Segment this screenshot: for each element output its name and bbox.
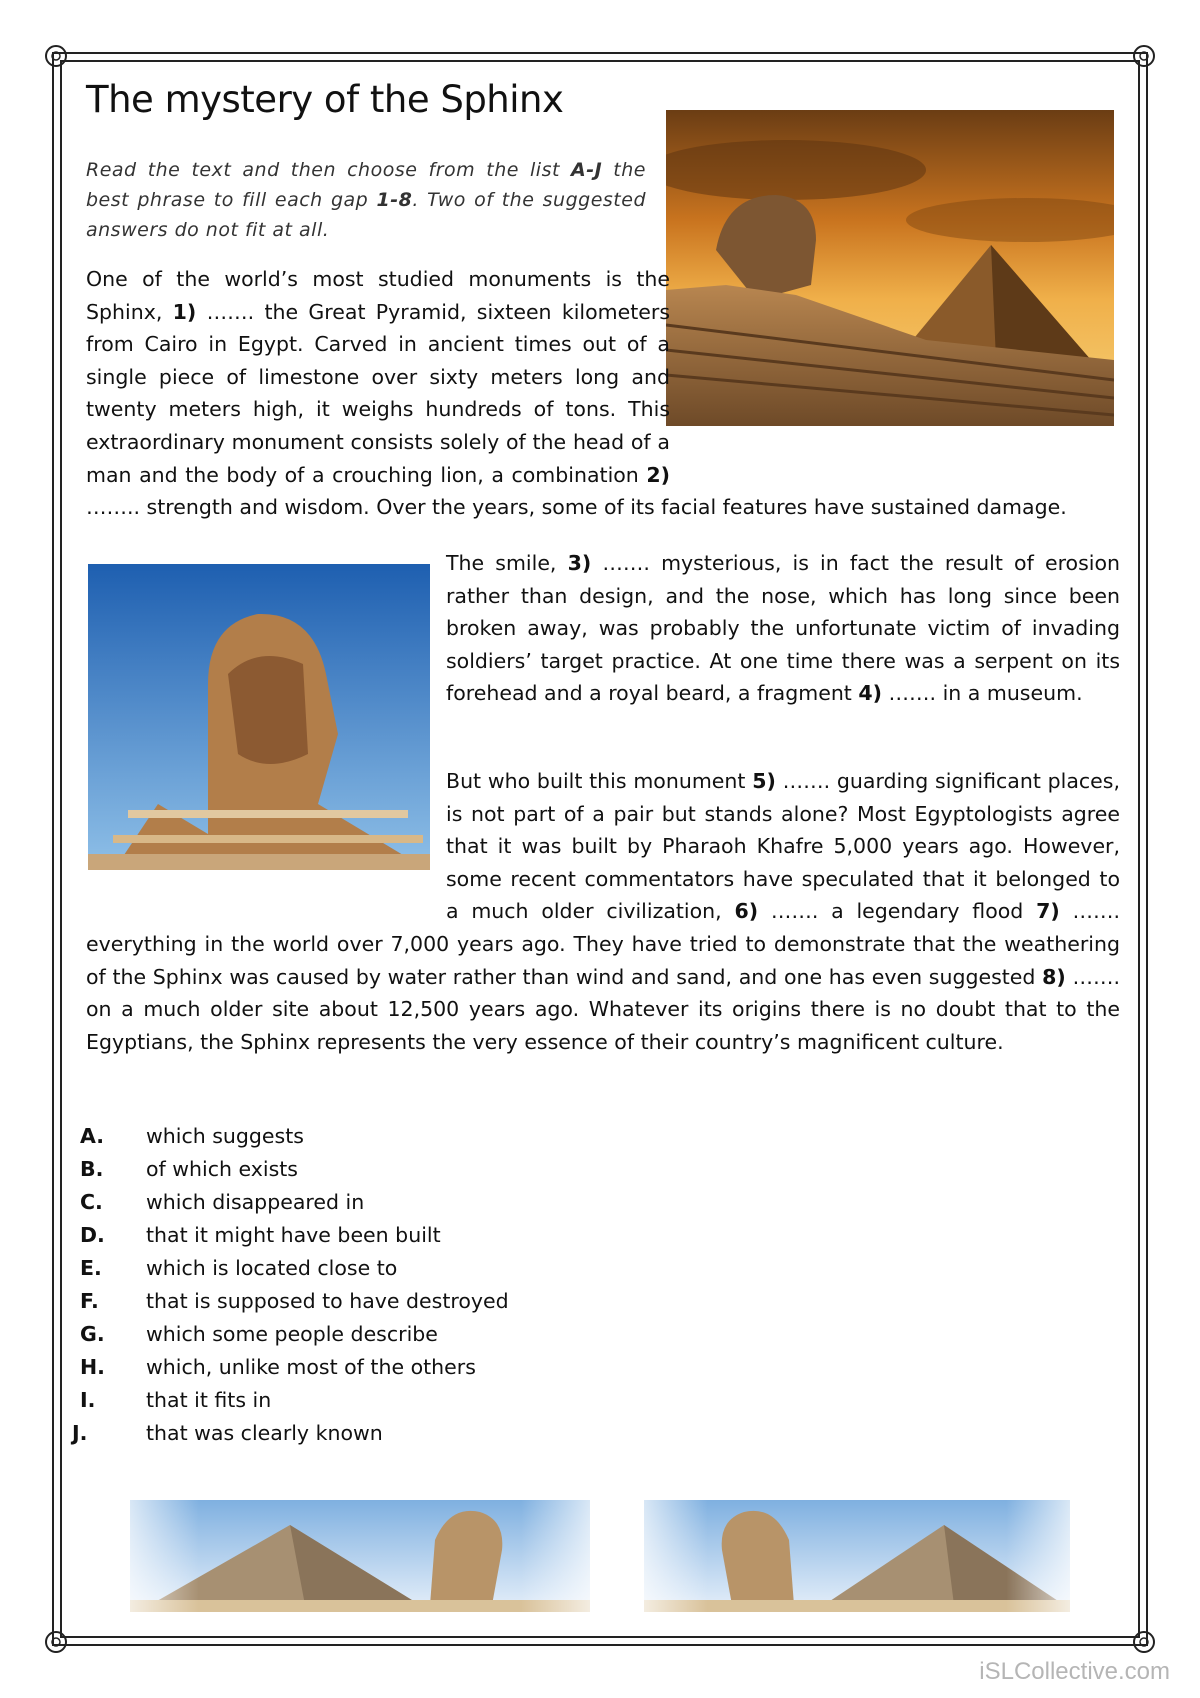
corner-ornament-icon <box>42 1628 70 1656</box>
option-a: A. which suggests <box>80 1124 304 1148</box>
gap-3-label: 3) <box>567 551 592 575</box>
gap-6-label: 6) <box>734 899 759 924</box>
corner-ornament-icon <box>1130 1628 1158 1656</box>
instructions: Read the text and then choose from the list A-J the best phrase to fill each gap 1-8. Two of the suggested answers do not fit at all. <box>86 159 647 241</box>
option-f: F. that is supposed to have destroyed <box>80 1289 509 1313</box>
corner-ornament-icon <box>1130 42 1158 70</box>
gap-5-label: 5) <box>752 769 776 793</box>
corner-ornament-icon <box>42 42 70 70</box>
option-b: B. of which exists <box>80 1157 298 1181</box>
page-title: The mystery of the Sphinx <box>86 78 564 121</box>
option-d: D. that it might have been built <box>80 1223 441 1247</box>
gap-4-label: 4) <box>858 681 883 706</box>
footer-watermark: iSLCollective.com <box>979 1658 1170 1685</box>
pyramid-sphinx-banner-left <box>130 1500 590 1612</box>
gap-2-label: 2) <box>646 462 670 487</box>
pyramid-sphinx-banner-right <box>644 1500 1070 1612</box>
paragraph-2: The smile, 3) ……. mysterious, is in fact the result of erosion rather than design, and the nose, which has long since been broken away, was probably the unfortunate victim of invading soldiers’ target practice. At one time there was a serpent on its forehead and a royal beard, a fragment 4) ……. in a museum. <box>446 551 1120 706</box>
option-g: G. which some people describe <box>80 1322 438 1346</box>
paragraph-3: But who built this monument 5) ……. guarding significant places, is not part of a pair but stands alone? Most Egyptologists agree that it was built by Pharaoh Khafre 5,000 years ago. However, some recent commentators have speculated that it belonged to a much older civilization, 6) ……. a legendary flood 7) ……. everything in the world over 7,000 years ago. They have tried to demonstrate that the weathering of the Sphinx was caused by water rather than wind and sand, and one has even suggested 8) ……. on a much older site about 12,500 years ago. Whatever its origins there is no doubt that to the Egyptians, the Sphinx represents the very essence of their country’s magnificent culture. <box>86 765 1120 1058</box>
image-spacer <box>680 257 1120 479</box>
gap-7-label: 7) <box>1036 899 1060 924</box>
option-j: J. that was clearly known <box>72 1421 383 1445</box>
gap-8-label: 8) <box>1042 964 1066 989</box>
option-i: I. that it fits in <box>80 1388 272 1412</box>
gap-1-label: 1) <box>172 299 197 324</box>
option-h: H. which, unlike most of the others <box>80 1355 476 1379</box>
image-spacer <box>86 765 446 915</box>
option-e: E. which is located close to <box>80 1256 398 1280</box>
option-c: C. which disappeared in <box>80 1190 365 1214</box>
paragraph-1: One of the world’s most studied monuments is the Sphinx, 1) ……. the Great Pyramid, sixteen kilometers from Cairo in Egypt. Carved in ancient times out of a single piece of limestone over sixty meters long and twenty meters high, it weighs hundreds of tons. This extraordinary monument consists solely of the head of a man and the body of a crouching lion, a combination 2) …….. strength and wisdom. Over the years, some of its facial features have sustained damage. <box>86 263 1120 524</box>
answer-options-list <box>72 1120 509 1450</box>
